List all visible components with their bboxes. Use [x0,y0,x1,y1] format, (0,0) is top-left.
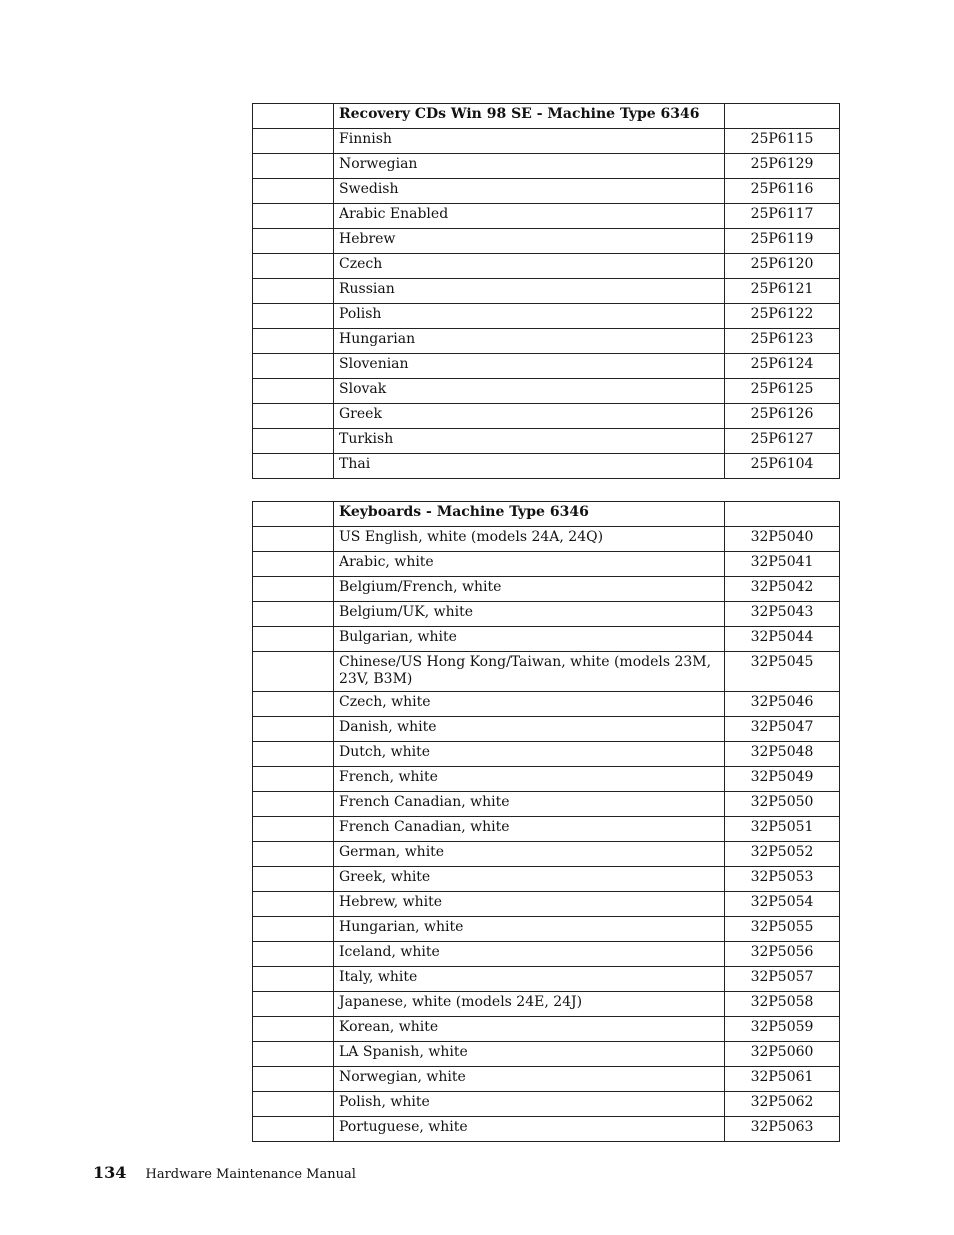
table-row [253,229,840,254]
table-header-row [253,104,840,129]
part-number-cell: 32P5056 [725,942,840,967]
row-index-cell [253,742,334,767]
description-cell: Arabic, white [334,552,725,577]
table-header-row [253,502,840,527]
description-cell: Swedish [334,179,725,204]
table-row [253,992,840,1017]
row-index-cell [253,279,334,304]
table-row [253,279,840,304]
table-row [253,1042,840,1067]
description-cell: Portuguese, white [334,1117,725,1142]
table-row [253,792,840,817]
description-cell: Greek [334,404,725,429]
description-cell: Hungarian [334,329,725,354]
row-index-cell [253,329,334,354]
table-row [253,577,840,602]
row-index-cell [253,354,334,379]
recovery-cds-table [252,103,840,479]
table-row [253,867,840,892]
table-row [253,1067,840,1092]
row-index-cell [253,429,334,454]
table-row [253,552,840,577]
row-index-cell [253,577,334,602]
part-number-cell: 25P6117 [725,204,840,229]
table-row [253,254,840,279]
description-cell: Iceland, white [334,942,725,967]
keyboards-table-body [253,502,840,1142]
page-number: 134 [93,1163,127,1182]
table-row [253,129,840,154]
part-number-cell: 32P5047 [725,717,840,742]
page-footer [93,1163,356,1182]
row-index-cell [253,527,334,552]
table-title: Keyboards - Machine Type 6346 [334,502,725,527]
part-number-cell: 32P5054 [725,892,840,917]
description-cell: Greek, white [334,867,725,892]
header-index-cell [253,502,334,527]
part-number-cell: 25P6104 [725,454,840,479]
row-index-cell [253,1092,334,1117]
table-row [253,379,840,404]
description-cell: Italy, white [334,967,725,992]
header-fru-cell [725,502,840,527]
table-row [253,717,840,742]
table-row [253,154,840,179]
part-number-cell: 32P5043 [725,602,840,627]
row-index-cell [253,552,334,577]
row-index-cell [253,627,334,652]
part-number-cell: 32P5051 [725,817,840,842]
part-number-cell: 25P6127 [725,429,840,454]
table-row [253,354,840,379]
table-row [253,429,840,454]
description-cell: Chinese/US Hong Kong/Taiwan, white (models 23M, 23V, B3M) [334,652,725,692]
table-row [253,892,840,917]
row-index-cell [253,967,334,992]
description-cell: Finnish [334,129,725,154]
description-cell: LA Spanish, white [334,1042,725,1067]
row-index-cell [253,892,334,917]
row-index-cell [253,1117,334,1142]
row-index-cell [253,767,334,792]
part-number-cell: 25P6115 [725,129,840,154]
row-index-cell [253,404,334,429]
part-number-cell: 32P5050 [725,792,840,817]
description-cell: Belgium/UK, white [334,602,725,627]
row-index-cell [253,129,334,154]
row-index-cell [253,992,334,1017]
part-number-cell: 25P6121 [725,279,840,304]
table-row [253,1117,840,1142]
part-number-cell: 25P6120 [725,254,840,279]
description-cell: Polish [334,304,725,329]
part-number-cell: 25P6122 [725,304,840,329]
row-index-cell [253,204,334,229]
description-cell: Polish, white [334,1092,725,1117]
part-number-cell: 25P6124 [725,354,840,379]
row-index-cell [253,842,334,867]
document-title: Hardware Maintenance Manual [145,1167,356,1182]
description-cell: Hebrew, white [334,892,725,917]
part-number-cell: 32P5049 [725,767,840,792]
part-number-cell: 32P5062 [725,1092,840,1117]
part-number-cell: 32P5063 [725,1117,840,1142]
description-cell: Belgium/French, white [334,577,725,602]
row-index-cell [253,154,334,179]
description-cell: Hungarian, white [334,917,725,942]
description-cell: Dutch, white [334,742,725,767]
row-index-cell [253,717,334,742]
row-index-cell [253,304,334,329]
part-number-cell: 25P6116 [725,179,840,204]
table-row [253,817,840,842]
description-cell: German, white [334,842,725,867]
row-index-cell [253,1067,334,1092]
row-index-cell [253,692,334,717]
row-index-cell [253,817,334,842]
part-number-cell: 32P5060 [725,1042,840,1067]
part-number-cell: 25P6129 [725,154,840,179]
description-cell: Russian [334,279,725,304]
description-cell: Japanese, white (models 24E, 24J) [334,992,725,1017]
part-number-cell: 25P6126 [725,404,840,429]
part-number-cell: 32P5044 [725,627,840,652]
part-number-cell: 25P6125 [725,379,840,404]
table-row [253,1092,840,1117]
description-cell: Hebrew [334,229,725,254]
description-cell: Danish, white [334,717,725,742]
table-row [253,179,840,204]
table-row [253,1017,840,1042]
description-cell: French Canadian, white [334,817,725,842]
table-row [253,842,840,867]
table-row [253,692,840,717]
description-cell: Arabic Enabled [334,204,725,229]
part-number-cell: 32P5058 [725,992,840,1017]
table-row [253,304,840,329]
table-row [253,767,840,792]
part-number-cell: 32P5048 [725,742,840,767]
description-cell: Turkish [334,429,725,454]
description-cell: Norwegian, white [334,1067,725,1092]
part-number-cell: 25P6123 [725,329,840,354]
table-row [253,742,840,767]
table-row [253,942,840,967]
part-number-cell: 32P5041 [725,552,840,577]
part-number-cell: 32P5042 [725,577,840,602]
description-cell: US English, white (models 24A, 24Q) [334,527,725,552]
description-cell: Czech [334,254,725,279]
description-cell: French Canadian, white [334,792,725,817]
row-index-cell [253,254,334,279]
row-index-cell [253,602,334,627]
row-index-cell [253,1017,334,1042]
description-cell: Norwegian [334,154,725,179]
part-number-cell: 32P5055 [725,917,840,942]
table-row [253,967,840,992]
description-cell: Slovenian [334,354,725,379]
row-index-cell [253,179,334,204]
table-row [253,329,840,354]
part-number-cell: 32P5040 [725,527,840,552]
part-number-cell: 32P5052 [725,842,840,867]
table-title: Recovery CDs Win 98 SE - Machine Type 6346 [334,104,725,129]
part-number-cell: 32P5057 [725,967,840,992]
part-number-cell: 32P5061 [725,1067,840,1092]
part-number-cell: 32P5046 [725,692,840,717]
part-number-cell: 32P5059 [725,1017,840,1042]
recovery-cds-table-body [253,104,840,479]
description-cell: Czech, white [334,692,725,717]
row-index-cell [253,229,334,254]
row-index-cell [253,379,334,404]
keyboards-table [252,501,840,1142]
table-row [253,527,840,552]
table-row [253,917,840,942]
row-index-cell [253,1042,334,1067]
description-cell: Bulgarian, white [334,627,725,652]
row-index-cell [253,917,334,942]
table-row [253,652,840,692]
description-cell: Thai [334,454,725,479]
row-index-cell [253,792,334,817]
table-row [253,204,840,229]
table-row [253,404,840,429]
header-fru-cell [725,104,840,129]
description-cell: French, white [334,767,725,792]
header-index-cell [253,104,334,129]
row-index-cell [253,454,334,479]
part-number-cell: 25P6119 [725,229,840,254]
row-index-cell [253,652,334,692]
table-row [253,454,840,479]
row-index-cell [253,867,334,892]
description-cell: Korean, white [334,1017,725,1042]
part-number-cell: 32P5045 [725,652,840,692]
table-row [253,627,840,652]
table-row [253,602,840,627]
row-index-cell [253,942,334,967]
part-number-cell: 32P5053 [725,867,840,892]
description-cell: Slovak [334,379,725,404]
